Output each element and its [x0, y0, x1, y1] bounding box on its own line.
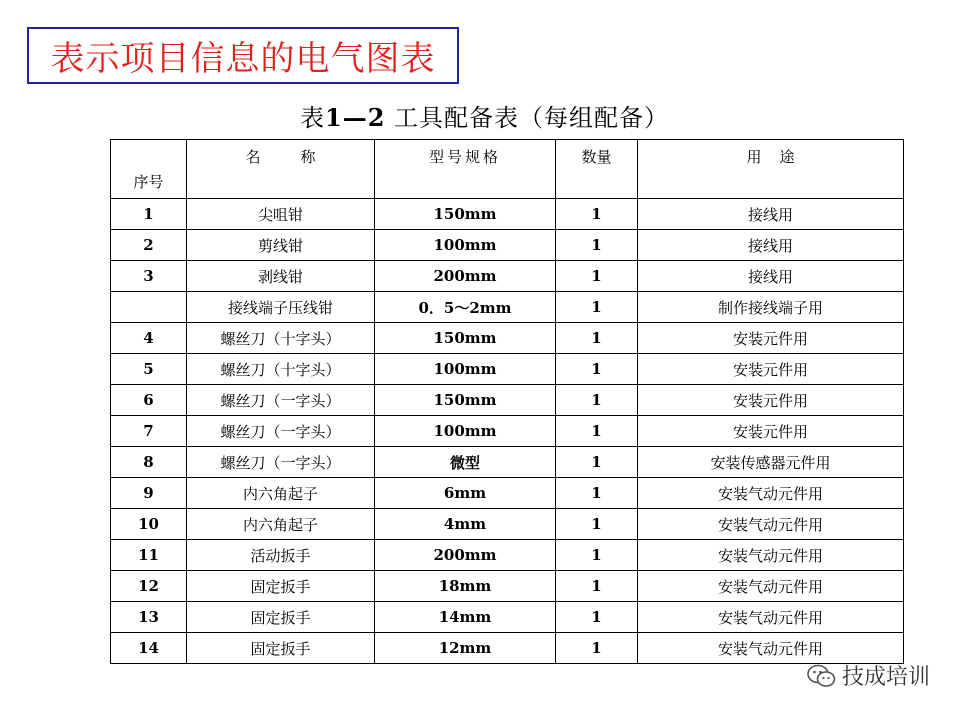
cell-qty: 1: [556, 509, 638, 540]
cell-spec: 200mm: [375, 261, 556, 292]
cell-use: 安装气动元件用: [638, 478, 904, 509]
table-row: [111, 509, 904, 540]
table-body: [111, 199, 904, 664]
header-use-label: 用途: [746, 148, 813, 166]
cell-spec: 6mm: [375, 478, 556, 509]
cell-seq: 5: [111, 354, 187, 385]
caption-text: 工具配备表（每组配备）: [394, 104, 670, 132]
cell-spec: 100mm: [375, 230, 556, 261]
caption-number: 1—2: [325, 103, 386, 132]
cell-use: 安装元件用: [638, 416, 904, 447]
wechat-icon: [806, 663, 836, 689]
watermark: [806, 660, 930, 691]
header-spec-label: 型号规格: [428, 148, 501, 166]
cell-use: 制作接线端子用: [638, 292, 904, 323]
table-row: [111, 633, 904, 664]
cell-seq: 3: [111, 261, 187, 292]
cell-spec: 100mm: [375, 416, 556, 447]
cell-seq: [111, 292, 187, 323]
cell-seq: 11: [111, 540, 187, 571]
cell-name: 固定扳手: [187, 602, 375, 633]
cell-spec: 150mm: [375, 323, 556, 354]
header-name: [187, 140, 375, 199]
cell-seq: 12: [111, 571, 187, 602]
cell-qty: 1: [556, 354, 638, 385]
cell-qty: 1: [556, 385, 638, 416]
cell-use: 安装元件用: [638, 323, 904, 354]
cell-seq: 4: [111, 323, 187, 354]
cell-seq: 9: [111, 478, 187, 509]
table-row: [111, 354, 904, 385]
cell-use: 安装气动元件用: [638, 633, 904, 664]
cell-seq: 13: [111, 602, 187, 633]
cell-spec: 12mm: [375, 633, 556, 664]
header-spec: [375, 140, 556, 199]
cell-seq: 7: [111, 416, 187, 447]
cell-spec: 0．5～2mm: [375, 292, 556, 323]
cell-name: 螺丝刀（一字头）: [187, 385, 375, 416]
table-header-row: [111, 140, 904, 199]
cell-seq: 8: [111, 447, 187, 478]
cell-qty: 1: [556, 602, 638, 633]
cell-qty: 1: [556, 478, 638, 509]
table-row: [111, 261, 904, 292]
table-row: [111, 478, 904, 509]
cell-use: 安装元件用: [638, 385, 904, 416]
cell-name: 螺丝刀（一字头）: [187, 447, 375, 478]
table-caption: [300, 98, 669, 133]
table-row: [111, 292, 904, 323]
header-seq: 序号: [111, 140, 187, 199]
cell-spec: 14mm: [375, 602, 556, 633]
cell-name: 螺丝刀（十字头）: [187, 354, 375, 385]
cell-seq: 6: [111, 385, 187, 416]
table-row: [111, 447, 904, 478]
tool-table: [110, 139, 904, 664]
cell-use: 安装气动元件用: [638, 540, 904, 571]
header-name-label: 名称: [245, 148, 356, 166]
cell-seq: 10: [111, 509, 187, 540]
cell-qty: 1: [556, 416, 638, 447]
cell-use: 安装气动元件用: [638, 571, 904, 602]
cell-spec: 18mm: [375, 571, 556, 602]
cell-qty: 1: [556, 199, 638, 230]
cell-spec: 200mm: [375, 540, 556, 571]
cell-name: 剥线钳: [187, 261, 375, 292]
cell-qty: 1: [556, 230, 638, 261]
cell-spec: 100mm: [375, 354, 556, 385]
cell-name: 内六角起子: [187, 509, 375, 540]
slide-title-box: [27, 27, 459, 84]
cell-name: 接线端子压线钳: [187, 292, 375, 323]
cell-seq: 1: [111, 199, 187, 230]
cell-use: 接线用: [638, 199, 904, 230]
cell-name: 螺丝刀（一字头）: [187, 416, 375, 447]
cell-seq: 14: [111, 633, 187, 664]
cell-qty: 1: [556, 261, 638, 292]
cell-qty: 1: [556, 292, 638, 323]
header-qty: 数量: [556, 140, 638, 199]
cell-spec: 4mm: [375, 509, 556, 540]
table-row: [111, 199, 904, 230]
cell-qty: 1: [556, 540, 638, 571]
cell-qty: 1: [556, 323, 638, 354]
cell-name: 螺丝刀（十字头）: [187, 323, 375, 354]
cell-name: 内六角起子: [187, 478, 375, 509]
cell-use: 安装传感器元件用: [638, 447, 904, 478]
cell-spec: 150mm: [375, 385, 556, 416]
header-use: [638, 140, 904, 199]
cell-name: 剪线钳: [187, 230, 375, 261]
table-row: [111, 540, 904, 571]
cell-use: 安装气动元件用: [638, 509, 904, 540]
cell-qty: 1: [556, 571, 638, 602]
cell-name: 固定扳手: [187, 571, 375, 602]
table-row: [111, 385, 904, 416]
watermark-text: 技成培训: [841, 665, 930, 690]
cell-use: 安装元件用: [638, 354, 904, 385]
cell-use: 接线用: [638, 230, 904, 261]
slide-title: 表示项目信息的电气图表: [50, 39, 436, 79]
table-row: [111, 323, 904, 354]
cell-name: 活动扳手: [187, 540, 375, 571]
cell-qty: 1: [556, 633, 638, 664]
table-row: [111, 602, 904, 633]
cell-name: 固定扳手: [187, 633, 375, 664]
cell-spec: 微型: [375, 447, 556, 478]
table-row: [111, 571, 904, 602]
cell-seq: 2: [111, 230, 187, 261]
table-row: [111, 416, 904, 447]
cell-qty: 1: [556, 447, 638, 478]
cell-spec: 150mm: [375, 199, 556, 230]
cell-use: 安装气动元件用: [638, 602, 904, 633]
cell-use: 接线用: [638, 261, 904, 292]
cell-name: 尖咀钳: [187, 199, 375, 230]
table-row: [111, 230, 904, 261]
caption-prefix: 表: [300, 104, 325, 132]
